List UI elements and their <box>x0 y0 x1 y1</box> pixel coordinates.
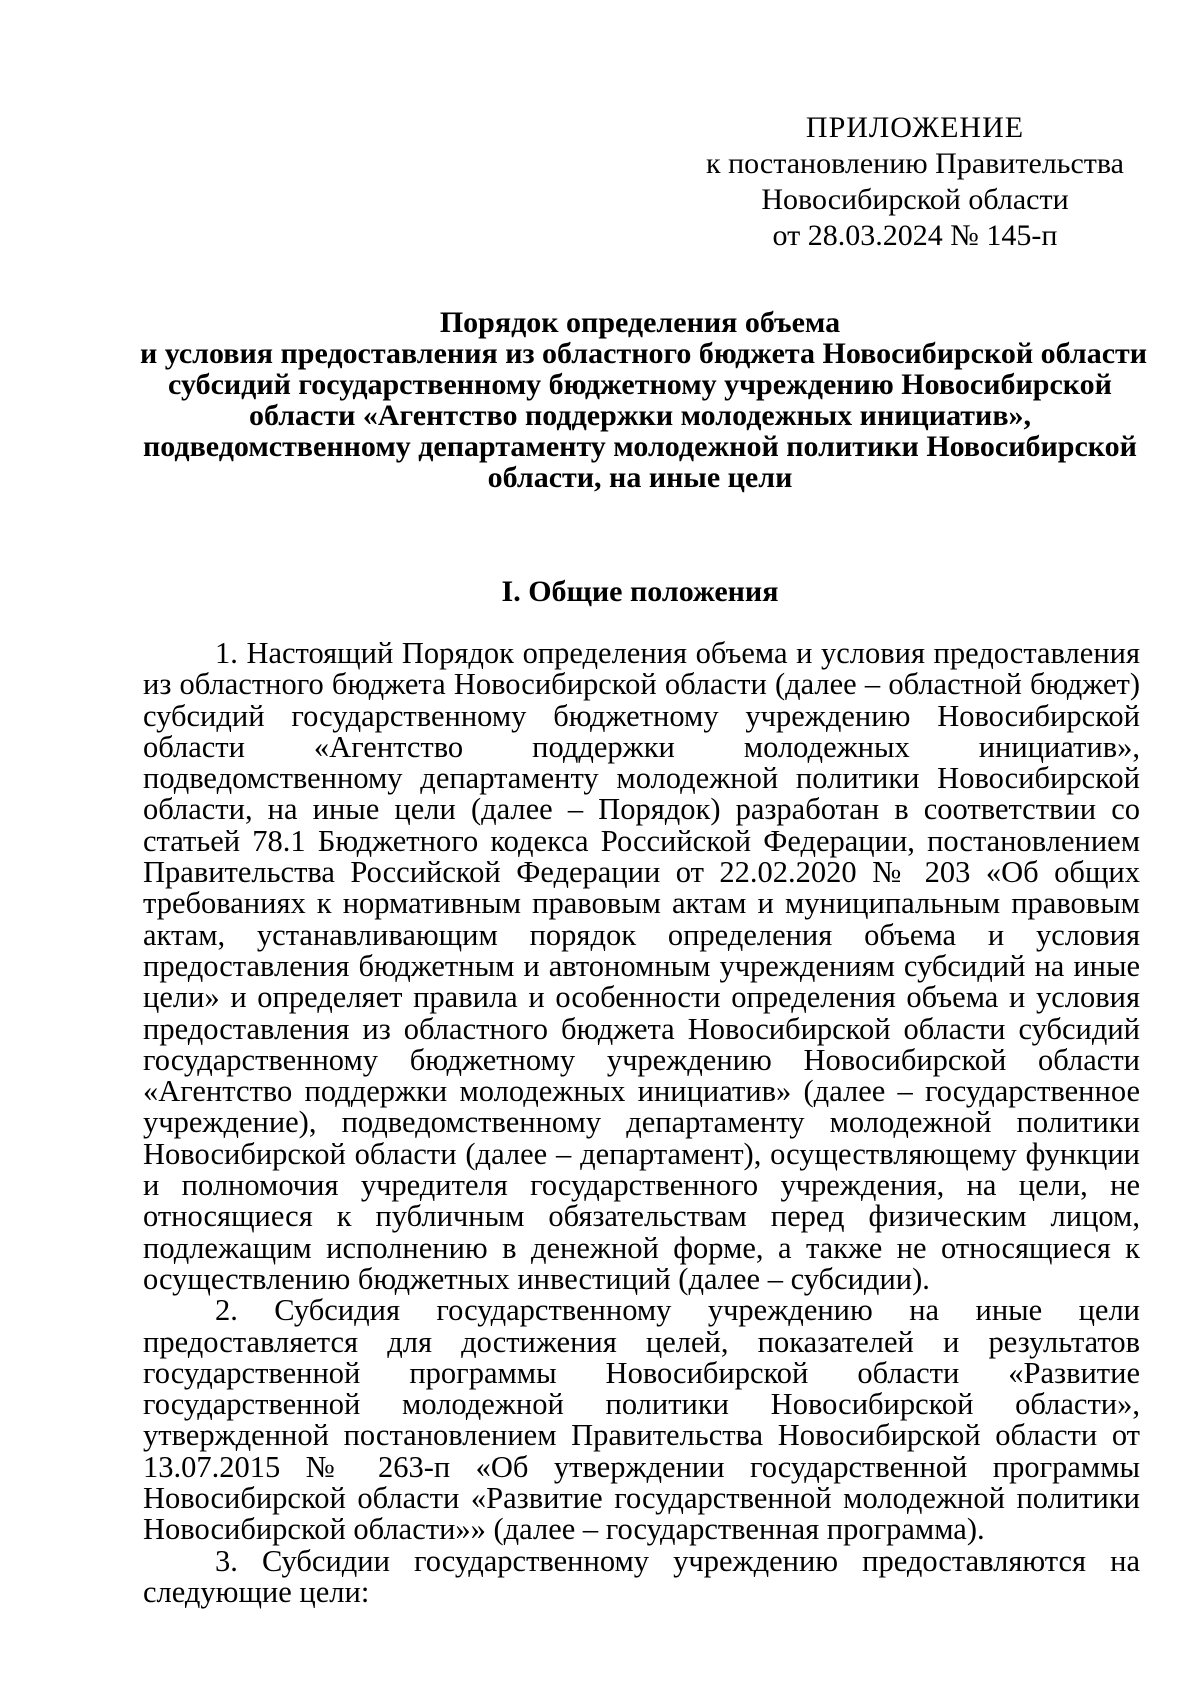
document-title-line-1: Порядок определения объема <box>439 306 841 339</box>
paragraph-3: 3. Субсидии государственному учреждению предоставляются на следующие цели: <box>143 1543 1140 1609</box>
document-title-line-4: области «Агентство поддержки молодежных инициатив», <box>248 399 1032 432</box>
paragraph-1: 1. Настоящий Порядок определения объема и условия предоставления из областного бюджета Новосибирской области (далее – областной бюджет) субсидий государственному бюджетному учреждению Новосибирской области «Агентство поддержки молодежных инициатив», подведомственному департаменту молодежной политики Новосибирской области, на иные цели (далее – Порядок) разработан в соответствии со статьей 78.1 Бюджетного кодекса Российской Федерации, постановлением Правительства Российской Федерации от 22.02.2020 № 203 «Об общих требованиях к нормативным правовым актам и муниципальным правовым актам, устанавливающим порядок определения объема и условия предоставления бюджетным и автономным учреждениям субсидий на иные цели» и определяет правила и особенности определения объема и условия предоставления из областного бюджета Новосибирской области субсидий государственному бюджетному учреждению Новосибирской области «Агентство поддержки молодежных инициатив» (далее – государственное учреждение), подведомственному департаменту молодежной политики Новосибирской области (далее – департамент), осуществляющему функции и полномочия учредителя государственного учреждения, на цели, не относящиеся к публичным обязательствам перед физическим лицом, подлежащим исполнению в денежной форме, а также не относящиеся к осуществлению бюджетных инвестиций (далее – субсидии). <box>143 636 1140 1296</box>
document-title-line-6: области, на иные цели <box>487 461 793 494</box>
section-heading: I. Общие положения <box>501 575 779 608</box>
document-title-line-5: подведомственному департаменту молодежной политики Новосибирской <box>143 430 1137 463</box>
document-title <box>140 306 1148 494</box>
body-text <box>143 638 1140 1608</box>
appendix-title: ПРИЛОЖЕНИЕ <box>805 111 1025 144</box>
appendix-line-2: Новосибирской области <box>761 183 1069 216</box>
appendix-block <box>700 110 1130 254</box>
document-title-line-3: субсидий государственному бюджетному учреждению Новосибирской <box>168 368 1112 401</box>
appendix-line-3: от 28.03.2024 № 145-п <box>772 219 1058 252</box>
appendix-line-1: к постановлению Правительства <box>706 147 1124 180</box>
document-title-line-2: и условия предоставления из областного бюджета Новосибирской области <box>140 337 1148 370</box>
paragraph-2: 2. Субсидия государственному учреждению на иные цели предоставляется для достижения целей, показателей и результатов государственной программы Новосибирской области «Развитие государственной молодежной политики Новосибирской области», утвержденной постановлением Правительства Новосибирской области от 13.07.2015 № 263-п «Об утверждении государственной программы Новосибирской области «Развитие государственной молодежной политики Новосибирской области»» (далее – государственная программа). <box>143 1293 1140 1547</box>
